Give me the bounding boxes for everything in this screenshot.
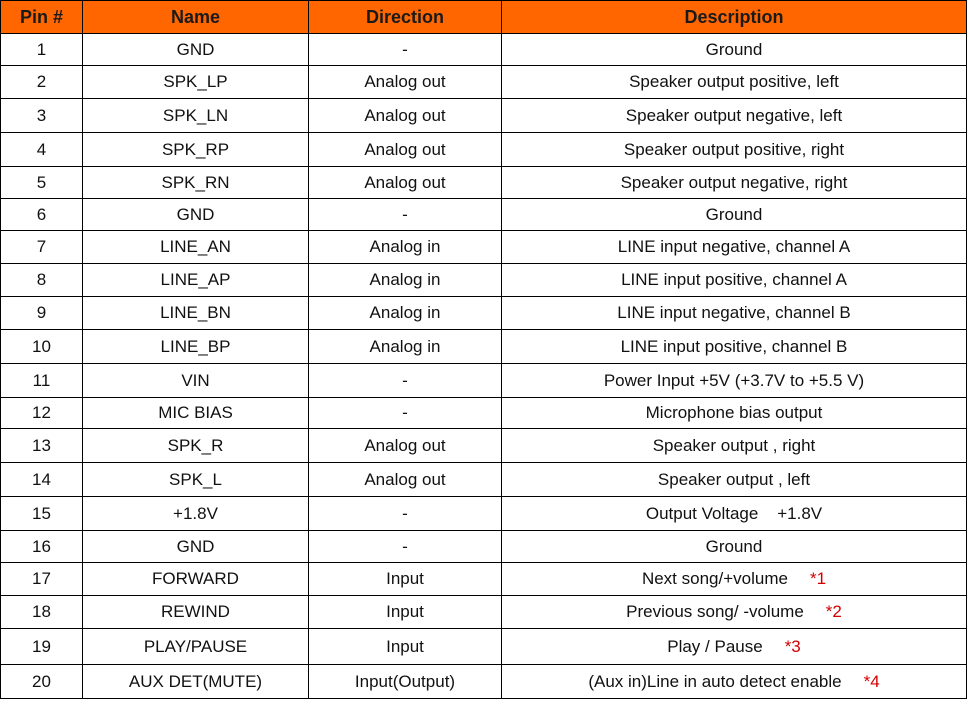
- table-row: [1, 330, 967, 364]
- description-cell: [502, 665, 967, 699]
- pin-number-cell: 8: [1, 264, 83, 297]
- table-row: [1, 34, 967, 66]
- pin-number-cell: 18: [1, 596, 83, 629]
- pin-number-cell: 9: [1, 297, 83, 330]
- pin-name-cell: GND: [83, 199, 309, 231]
- footnote-marker: *3: [784, 636, 801, 656]
- table-header: [1, 1, 967, 34]
- description-text: Ground: [705, 204, 763, 224]
- description-text: Power Input +5V (+3.7V to +5.5 V): [603, 370, 865, 390]
- pin-name-cell: +1.8V: [83, 497, 309, 531]
- table-row: [1, 497, 967, 531]
- direction-cell: Input: [309, 629, 502, 665]
- pin-number-cell: 15: [1, 497, 83, 531]
- description-cell: [502, 167, 967, 199]
- description-text: Microphone bias output: [645, 403, 823, 422]
- pin-number-cell: 17: [1, 563, 83, 596]
- description-cell: [502, 231, 967, 264]
- table-row: [1, 398, 967, 429]
- footnote-marker: *2: [825, 602, 842, 621]
- pin-number-cell: 2: [1, 66, 83, 99]
- header-name: Name: [83, 1, 309, 34]
- pin-number-cell: 14: [1, 463, 83, 497]
- description-cell: [502, 133, 967, 167]
- description-cell: [502, 596, 967, 629]
- direction-cell: -: [309, 199, 502, 231]
- description-text: Next song/+volume: [641, 569, 788, 588]
- table-row: [1, 429, 967, 463]
- pin-name-cell: AUX DET(MUTE): [83, 665, 309, 699]
- pin-name-cell: GND: [83, 531, 309, 563]
- pin-number-cell: 16: [1, 531, 83, 563]
- pin-number-cell: 10: [1, 330, 83, 364]
- pin-name-cell: GND: [83, 34, 309, 66]
- table-row: [1, 665, 967, 699]
- description-text: (Aux in)Line in auto detect enable: [588, 671, 842, 691]
- pin-name-cell: VIN: [83, 364, 309, 398]
- direction-cell: Input: [309, 596, 502, 629]
- description-text: LINE input positive, channel B: [620, 336, 848, 356]
- direction-cell: Analog out: [309, 99, 502, 133]
- direction-cell: Analog out: [309, 66, 502, 99]
- direction-cell: -: [309, 364, 502, 398]
- direction-cell: Input(Output): [309, 665, 502, 699]
- description-cell: [502, 398, 967, 429]
- description-text: Speaker output positive, right: [623, 139, 845, 159]
- table-row: [1, 264, 967, 297]
- direction-cell: Analog out: [309, 463, 502, 497]
- pin-number-cell: 4: [1, 133, 83, 167]
- direction-cell: -: [309, 34, 502, 66]
- direction-cell: Analog in: [309, 264, 502, 297]
- direction-cell: Analog in: [309, 231, 502, 264]
- pin-number-cell: 11: [1, 364, 83, 398]
- direction-cell: Analog out: [309, 133, 502, 167]
- header-direction: Direction: [309, 1, 502, 34]
- description-cell: [502, 531, 967, 563]
- direction-cell: -: [309, 531, 502, 563]
- table-row: [1, 297, 967, 330]
- direction-cell: Analog in: [309, 330, 502, 364]
- table-row: [1, 199, 967, 231]
- description-cell: [502, 297, 967, 330]
- header-row: [1, 1, 967, 34]
- description-text: Output Voltage +1.8V: [645, 503, 823, 523]
- pin-number-cell: 1: [1, 34, 83, 66]
- pin-name-cell: SPK_RP: [83, 133, 309, 167]
- pin-number-cell: 12: [1, 398, 83, 429]
- description-cell: [502, 429, 967, 463]
- description-cell: [502, 99, 967, 133]
- direction-cell: Input: [309, 563, 502, 596]
- description-cell: [502, 364, 967, 398]
- pin-number-cell: 5: [1, 167, 83, 199]
- table-body: [1, 34, 967, 699]
- table-row: [1, 133, 967, 167]
- pin-name-cell: SPK_L: [83, 463, 309, 497]
- pin-number-cell: 3: [1, 99, 83, 133]
- description-text: LINE input positive, channel A: [621, 270, 847, 289]
- pin-name-cell: MIC BIAS: [83, 398, 309, 429]
- description-text: Ground: [705, 39, 763, 59]
- footnote-marker: *4: [863, 671, 880, 691]
- description-text: Ground: [705, 536, 763, 556]
- description-cell: [502, 629, 967, 665]
- pin-number-cell: 7: [1, 231, 83, 264]
- table-row: [1, 167, 967, 199]
- description-cell: [502, 264, 967, 297]
- pin-number-cell: 13: [1, 429, 83, 463]
- pin-name-cell: SPK_R: [83, 429, 309, 463]
- description-text: LINE input negative, channel A: [617, 237, 851, 256]
- description-text: Play / Pause: [667, 636, 763, 656]
- direction-cell: Analog out: [309, 167, 502, 199]
- description-cell: [502, 34, 967, 66]
- description-cell: [502, 66, 967, 99]
- pin-name-cell: LINE_BN: [83, 297, 309, 330]
- table-row: [1, 596, 967, 629]
- pin-name-cell: LINE_BP: [83, 330, 309, 364]
- pin-number-cell: 20: [1, 665, 83, 699]
- description-text: Speaker output , left: [657, 469, 811, 489]
- pin-name-cell: SPK_LP: [83, 66, 309, 99]
- description-text: Speaker output , right: [652, 435, 816, 455]
- description-text: LINE input negative, channel B: [617, 303, 851, 322]
- table-row: [1, 66, 967, 99]
- pin-name-cell: SPK_LN: [83, 99, 309, 133]
- direction-cell: Analog out: [309, 429, 502, 463]
- table-row: [1, 629, 967, 665]
- description-cell: [502, 330, 967, 364]
- pin-number-cell: 19: [1, 629, 83, 665]
- description-text: Speaker output negative, right: [620, 172, 848, 192]
- description-cell: [502, 199, 967, 231]
- table-row: [1, 531, 967, 563]
- description-text: Speaker output positive, left: [629, 72, 839, 91]
- table-row: [1, 463, 967, 497]
- pin-number-cell: 6: [1, 199, 83, 231]
- table-row: [1, 99, 967, 133]
- table-row: [1, 563, 967, 596]
- header-pin: Pin #: [1, 1, 83, 34]
- footnote-marker: *1: [809, 569, 827, 588]
- pin-name-cell: LINE_AP: [83, 264, 309, 297]
- description-cell: [502, 497, 967, 531]
- direction-cell: -: [309, 497, 502, 531]
- pin-name-cell: PLAY/PAUSE: [83, 629, 309, 665]
- description-cell: [502, 563, 967, 596]
- header-description: Description: [502, 1, 967, 34]
- direction-cell: Analog in: [309, 297, 502, 330]
- description-text: Previous song/ -volume: [626, 602, 804, 621]
- description-cell: [502, 463, 967, 497]
- description-text: Speaker output negative, left: [625, 105, 843, 125]
- pin-name-cell: LINE_AN: [83, 231, 309, 264]
- pin-name-cell: FORWARD: [83, 563, 309, 596]
- table-row: [1, 231, 967, 264]
- table-row: [1, 364, 967, 398]
- pin-name-cell: REWIND: [83, 596, 309, 629]
- pin-name-cell: SPK_RN: [83, 167, 309, 199]
- direction-cell: -: [309, 398, 502, 429]
